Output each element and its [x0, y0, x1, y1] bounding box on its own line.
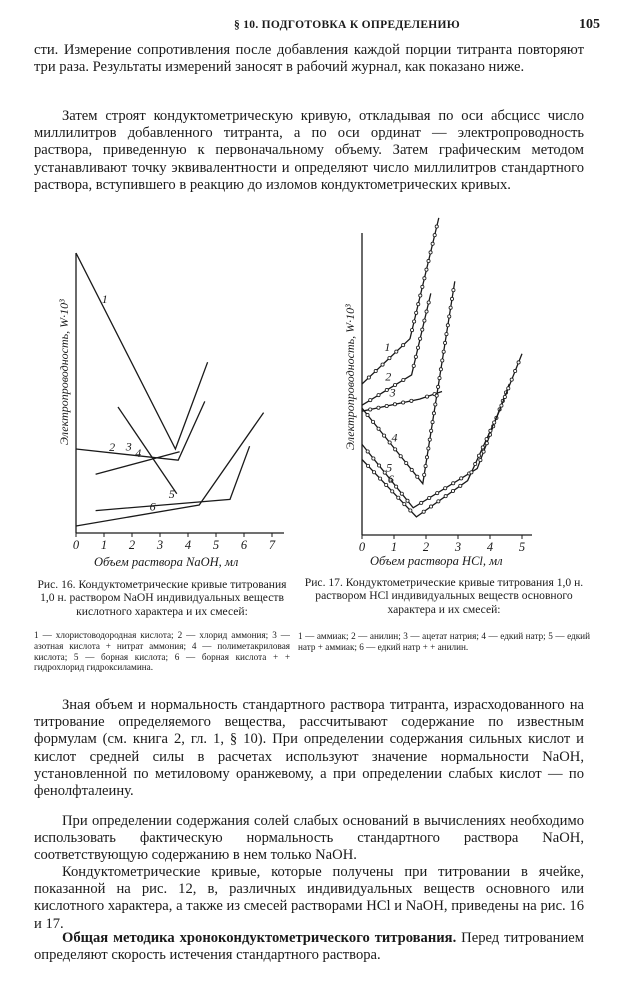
- fig17-xtick-label: 3: [454, 540, 462, 554]
- fig17-series-6-point: [510, 378, 513, 381]
- fig16-xtick-label: 4: [184, 538, 192, 552]
- fig17-series-4-point: [424, 464, 427, 467]
- fig17-series-4-point: [410, 468, 413, 471]
- fig17-series-1-label: 1: [384, 340, 391, 355]
- fig17-series-1: [362, 218, 439, 384]
- paragraph-5: Кондуктометрические кривые, которые получены при титровании в ячейке, показанной на рис. 12, в, различных индивидуальных веществ основного или кислотного характера, а также из смесей растворами HCl и NaOH, приведены на рис. 16 и 17.: [34, 864, 584, 932]
- fig17-series-6-point: [481, 446, 484, 449]
- fig17-series-6-point: [366, 464, 369, 467]
- fig17-series-4-point: [425, 456, 428, 459]
- fig16-series-5-label: 5: [168, 486, 175, 501]
- fig17-series-2-point: [412, 364, 415, 367]
- fig17-xtick-label: 5: [518, 540, 526, 554]
- figure-17-caption: Рис. 17. Кондуктометрические кривые титрования 1,0 н. раствором HCl индивидуальных веществ основного характера и их смесей:: [304, 576, 584, 616]
- fig17-series-1-point: [427, 259, 430, 262]
- fig17-series-5-point: [406, 499, 409, 502]
- fig17-series-5-point: [377, 464, 380, 467]
- fig17-series-1-point: [413, 320, 416, 323]
- fig17-series-4-point: [448, 315, 451, 318]
- page-number: 105: [579, 17, 600, 32]
- figure-17-legend: 1 — аммиак; 2 — анилин; 3 — ацетат натрия; 4 — едкий натр; 5 — едкий натр + аммиак; 6 — едкий натр + + анилин.: [298, 631, 590, 652]
- fig17-series-4-point: [450, 297, 453, 300]
- fig17-series-4-point: [430, 429, 433, 432]
- fig17-series-5-point: [482, 450, 485, 453]
- fig17-series-2-point: [402, 378, 405, 381]
- fig17-series-4-label: 4: [391, 430, 398, 445]
- fig17-series-2-point: [369, 399, 372, 402]
- fig17-series-1-point: [417, 303, 420, 306]
- fig17-series-4-point: [405, 461, 408, 464]
- fig17-series-2-label: 2: [385, 369, 392, 384]
- fig17-series-5-point: [436, 491, 439, 494]
- fig17-series-4-line: [362, 281, 455, 483]
- fig17-series-4-point: [441, 359, 444, 362]
- fig17-ylabel: Электропроводность, W·10³: [343, 304, 357, 450]
- fig17-series-3-point: [410, 399, 413, 402]
- fig16-series-1-label: 1: [101, 292, 108, 306]
- fig16-series-5-line: [96, 446, 250, 510]
- fig16-series-6-label: 6: [149, 499, 156, 514]
- fig17-series-6-point: [451, 489, 454, 492]
- fig17-series-6-point: [503, 395, 506, 398]
- fig16-series-1: [76, 253, 208, 449]
- fig17-series-6-label: 6: [387, 472, 394, 487]
- paragraph-1: сти. Измерение сопротивления после добавления каждой порции титранта повторяют три раза. Результаты измерений заносят в рабочий журнал, как показано ниже.: [34, 42, 584, 76]
- fig17-series-1-point: [419, 294, 422, 297]
- fig17-series-4-point: [432, 412, 435, 415]
- fig17-series-5-point: [428, 496, 431, 499]
- fig17-xtick-label: 2: [422, 540, 430, 554]
- fig17-series-4-point: [399, 455, 402, 458]
- fig17-series-4-point: [435, 394, 438, 397]
- fig17-series-5-point: [420, 501, 423, 504]
- fig17-series-3-label: 3: [389, 385, 396, 400]
- fig17-xtick-label: 4: [486, 540, 494, 554]
- fig17-axes: [362, 233, 532, 535]
- figure-16-chart: [54, 245, 304, 575]
- paragraph-3: Зная объем и нормальность стандартного раствора титранта, израсходованного на титрование определяемого вещества, рассчитывают содержание по известным формулам (см. книга 2, гл. 1, § 10). При определении содержания сильных кислот и кислот средней силы в расчетах используют значение нормальности NaOH, установленной по метиловому оранжевому, а при определении слабых кислот — по фенолфталеину.: [34, 697, 584, 800]
- fig17-series-1-point: [402, 344, 405, 347]
- fig17-series-6-point: [500, 404, 503, 407]
- fig16-series-3-label: 3: [125, 439, 132, 454]
- fig17-series-1-point: [388, 357, 391, 360]
- fig17-series-4-point: [442, 350, 445, 353]
- fig17-series-6-point: [403, 503, 406, 506]
- fig17-series-6-point: [391, 490, 394, 493]
- fig16-xtick-label: 2: [128, 538, 136, 552]
- fig17-series-4-point: [383, 434, 386, 437]
- fig17-series-4-point: [439, 368, 442, 371]
- fig17-series-1-point: [367, 376, 370, 379]
- figure-16-caption: Рис. 16. Кондуктометрические кривые титрования 1,0 н. раствором NaOH индивидуальных веществ кислотного характера и их смесей:: [37, 578, 287, 618]
- fig17-series-3-point: [369, 408, 372, 411]
- fig17-series-4-point: [438, 376, 441, 379]
- running-head: § 10. ПОДГОТОВКА К ОПРЕДЕЛЕНИЮ: [234, 19, 461, 31]
- fig17-series-3-point: [402, 401, 405, 404]
- fig17-series-5-point: [444, 487, 447, 490]
- fig17-series-1-point: [415, 311, 418, 314]
- fig17-series-6-point: [409, 509, 412, 512]
- fig17-xtick-label: 0: [358, 540, 366, 554]
- fig17-series-6-point: [477, 454, 480, 457]
- fig17-series-6-point: [429, 505, 432, 508]
- fig17-series-4-point: [437, 385, 440, 388]
- fig16-series-6: [76, 413, 264, 526]
- fig17-series-2-point: [414, 355, 417, 358]
- fig16-series-5: [96, 446, 250, 510]
- fig17-series-4-point: [431, 420, 434, 423]
- paragraph-2: Затем строят кондуктометрическую кривую, откладывая по оси абсцисс число миллилитров добавленного титранта, а по оси ординат — электропроводность раствора, приведенную к первоначальному объему. Затем графическим методом устанавливают точку эквивалентности и определяют число миллилитров стандартного раствора, вступившего в реакцию до изломов кондуктометрических кривых.: [34, 108, 584, 193]
- fig17-series-6-point: [372, 471, 375, 474]
- fig17-series-4-point: [443, 341, 446, 344]
- fig17-series-5-point: [452, 482, 455, 485]
- fig17-series-5-point: [400, 492, 403, 495]
- fig17-series-4-point: [434, 403, 437, 406]
- fig17-xtick-label: 1: [390, 540, 398, 554]
- fig17-series-6-point: [444, 495, 447, 498]
- fig17-series-4: [362, 281, 455, 483]
- fig16-series-6-line: [76, 413, 264, 526]
- fig17-series-6-point: [485, 438, 488, 441]
- fig17-series-1-point: [433, 234, 436, 237]
- fig17-series-2-point: [425, 310, 428, 313]
- fig17-series-4-point: [445, 333, 448, 336]
- fig17-series-5-point: [366, 450, 369, 453]
- fig17-series-5-point: [479, 459, 482, 462]
- fig17-series-1-point: [425, 268, 428, 271]
- fig17-series-6-point: [489, 429, 492, 432]
- fig17-series-4-point: [449, 306, 452, 309]
- fig16-series-1-line: [76, 253, 208, 449]
- fig17-series-4-point: [446, 324, 449, 327]
- fig17-series-4-point: [366, 413, 369, 416]
- figure-16-legend: 1 — хлористоводородная кислота; 2 — хлорид аммония; 3 — азотная кислота + нитрат аммония; 4 — полиметакриловая кислота; 5 — борная кислота; 6 — борная кислота + + гидрохлорид гидроксиламина.: [34, 630, 290, 673]
- fig17-series-2-point: [385, 388, 388, 391]
- fig17-xlabel: Объем раствора HCl, мл: [370, 554, 503, 568]
- fig17-series-2-point: [427, 301, 430, 304]
- fig17-series-3-point: [385, 404, 388, 407]
- fig17-series-1-point: [410, 328, 413, 331]
- fig17-series-2-point: [421, 328, 424, 331]
- fig17-series-6-point: [517, 361, 520, 364]
- fig17-series-5-point: [395, 485, 398, 488]
- fig16-xtick-label: 0: [72, 538, 80, 552]
- fig17-series-6-point: [379, 477, 382, 480]
- fig17-series-6-point: [437, 500, 440, 503]
- fig17-series-2-point: [416, 346, 419, 349]
- fig16-series-2-label: 2: [109, 440, 116, 454]
- fig16-xtick-label: 1: [100, 538, 108, 552]
- fig17-series-4-point: [394, 448, 397, 451]
- fig17-series-1-point: [431, 242, 434, 245]
- fig17-series-5-point: [460, 477, 463, 480]
- fig17-series-1-point: [429, 251, 432, 254]
- fig17-series-6-point: [397, 496, 400, 499]
- fig17-series-1-point: [423, 277, 426, 280]
- section-heading: Общая методика хронокондуктометрического титрования.: [62, 930, 457, 946]
- fig17-series-4-point: [377, 427, 380, 430]
- fig17-series-6-point: [514, 369, 517, 372]
- fig17-series-4-point: [371, 420, 374, 423]
- fig17-series-4-point: [427, 447, 430, 450]
- fig17-series-1-point: [421, 285, 424, 288]
- fig17-series-3-point: [425, 395, 428, 398]
- fig16-xtick-label: 3: [156, 538, 164, 552]
- fig17-series-6-point: [422, 510, 425, 513]
- fig17-series-5-label: 5: [386, 460, 393, 475]
- fig17-series-6-point: [470, 471, 473, 474]
- fig16-xtick-label: 5: [212, 538, 220, 552]
- fig17-series-3-point: [393, 403, 396, 406]
- fig16-xtick-label: 7: [268, 538, 276, 552]
- fig17-series-4-point: [416, 475, 419, 478]
- fig16-xtick-label: 6: [240, 538, 248, 552]
- fig17-series-6-point: [474, 462, 477, 465]
- fig17-series-4-point: [428, 438, 431, 441]
- fig17-series-2: [362, 293, 431, 405]
- fig17-series-1-point: [395, 350, 398, 353]
- fig17-series-2-point: [419, 337, 422, 340]
- fig17-series-4-point: [423, 473, 426, 476]
- fig17-series-1-point: [381, 363, 384, 366]
- fig16-series-3: [118, 407, 177, 494]
- fig17-series-5-point: [372, 457, 375, 460]
- page-header: [34, 16, 604, 36]
- fig17-series-1-line: [362, 218, 439, 384]
- fig17-series-6-point: [459, 484, 462, 487]
- fig17-series-2-point: [377, 393, 380, 396]
- fig17-series-2-point: [423, 319, 426, 322]
- fig16-xlabel: Объем раствора NaOH, мл: [94, 555, 239, 569]
- fig17-series-1-point: [435, 225, 438, 228]
- fig17-series-3-point: [377, 406, 380, 409]
- fig16-series-4-label: 4: [135, 446, 142, 460]
- fig17-series-1-point: [374, 369, 377, 372]
- paragraph-6: [34, 930, 584, 964]
- fig17-series-6-point: [507, 387, 510, 390]
- figure-17-chart: [340, 215, 570, 575]
- fig17-series-4-point: [452, 289, 455, 292]
- paragraph-6-text: Перед титрованием определяют скорость истечения стандартного раствора.: [34, 930, 585, 964]
- fig17-series-6-point: [493, 421, 496, 424]
- fig16-ylabel: Электропроводность, W·10³: [57, 299, 71, 445]
- paragraph-4: При определении содержания солей слабых оснований в вычислениях необходимо использовать фактическую нормальность стандартного раствора NaOH, соответствующую содержанию в нем только NaOH.: [34, 813, 584, 864]
- fig17-series-2-line: [362, 293, 431, 405]
